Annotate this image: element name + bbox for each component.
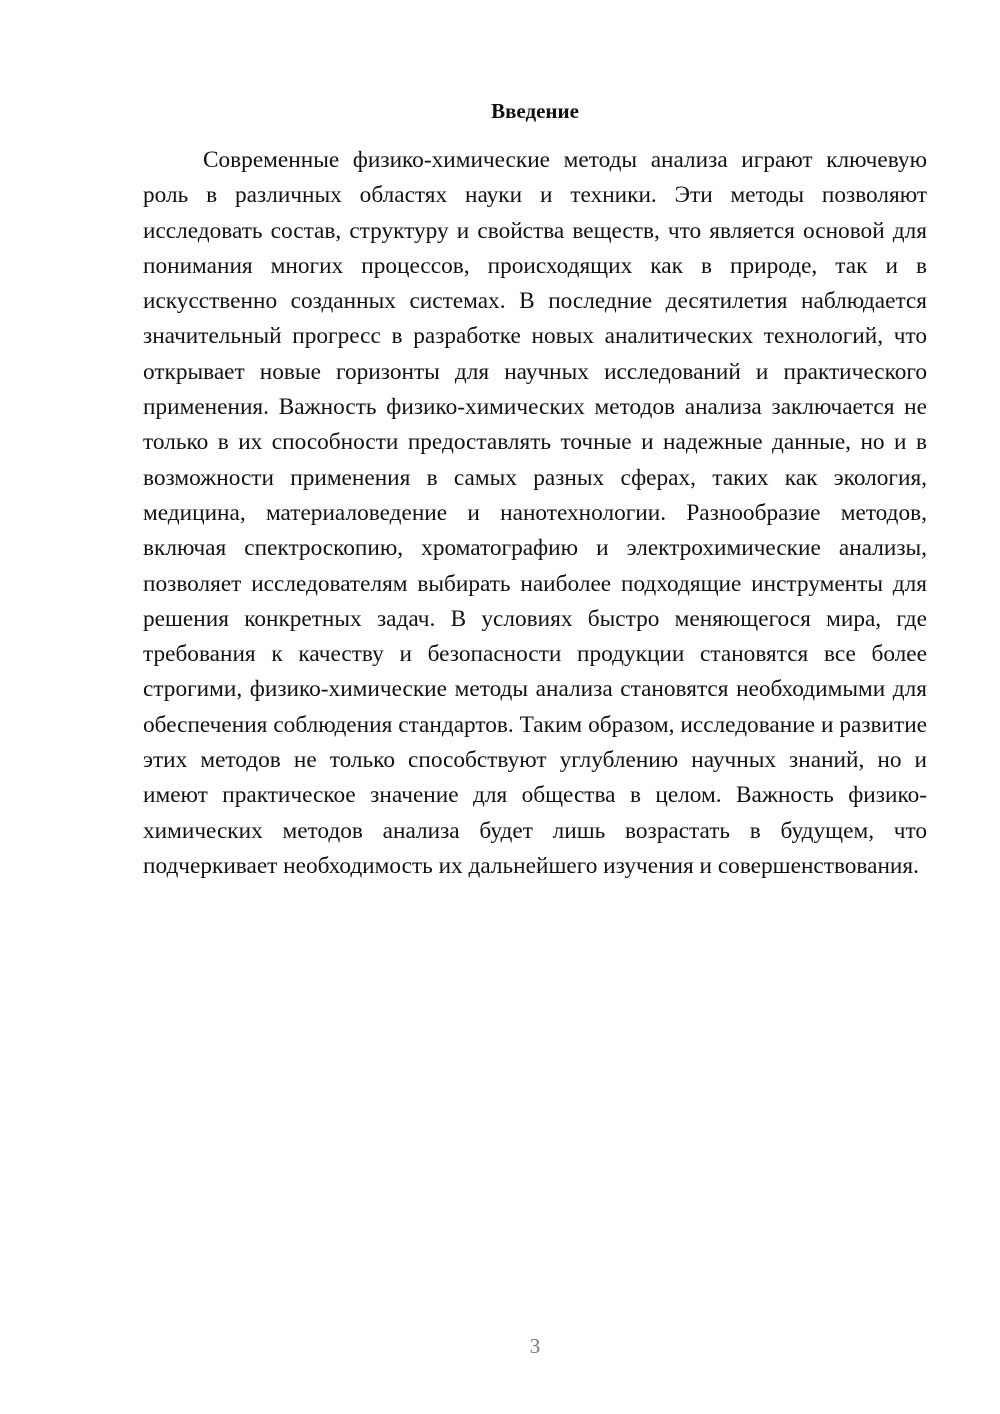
body-paragraph: Современные физико-химические методы анализа играют ключевую роль в различных областях науки и техники. Эти методы позволяют исследовать состав, структуру и свойства веществ, что является основой для понимания многих процессов, происходящих как в природе, так и в искусственно созданных системах. В последние десятилетия наблюдается значительный прогресс в разработке новых аналитических технологий, что открывает новые горизонты для научных исследований и практического применения. Важность физико-химических методов анализа заключается не только в их способности предоставлять точные и надежные данные, но и в возможности применения в самых разных сферах, таких как экология, медицина, материаловедение и нанотехнологии. Разнообразие методов, включая спектроскопию, хроматографию и электрохимические анализы, позволяет исследователям выбирать наиболее подходящие инструменты для решения конкретных задач. В условиях быстро меняющегося мира, где требования к качеству и безопасности продукции становятся все более строгими, физико-химические методы анализа становятся необходимыми для обеспечения соблюдения стандартов. Таким образом, исследование и развитие этих методов не только способствуют углублению научных знаний, но и имеют практическое значение для общества в целом. Важность физико-химических методов анализа будет лишь возрастать в будущем, что подчеркивает необходимость их дальнейшего изучения и совершенствования. [143,147,927,879]
section-heading: Введение [491,99,579,123]
page-number: 3 [529,1334,541,1358]
